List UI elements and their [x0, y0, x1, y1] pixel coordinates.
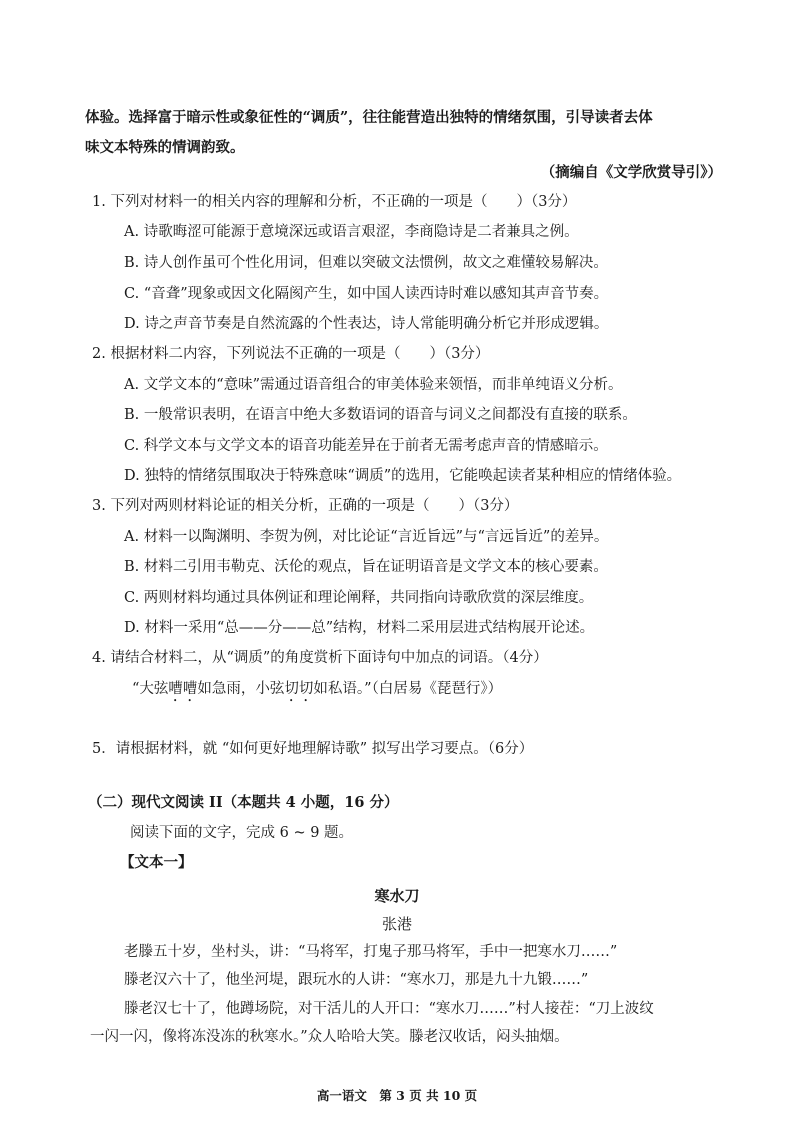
question-1-option-a: A. 诗歌晦涩可能源于意境深远或语言艰涩，李商隐诗是二者兼具之例。 — [124, 224, 579, 240]
material-end-line-1: 体验。选择富于暗示性或象征性的“调质”，往往能营造出独特的情绪氛围，引导读者去体 — [85, 109, 653, 126]
question-2-option-b: B. 一般常识表明，在语言中绝大多数语词的语音与词义之间都没有直接的联系。 — [124, 407, 637, 423]
story-paragraph-3-line-2: 一闪一闪，像将冻没冻的秋寒水。”众人哈哈大笑。滕老汉收话，闷头抽烟。 — [90, 1029, 569, 1045]
question-3-option-c: C. 两则材料均通过具体例证和理论阐释，共同指向诗歌欣赏的深层维度。 — [124, 590, 594, 606]
question-2-stem: 2. 根据材料二内容，下列说法不正确的一项是（ ）（3分） — [92, 346, 490, 362]
question-1-option-d: D. 诗之声音节奏是自然流露的个性表达，诗人常能明确分析它并形成逻辑。 — [124, 316, 609, 332]
text-label: 【文本一】 — [120, 854, 193, 871]
question-5-stem: 5．请根据材料，就 “如何更好地理解诗歌” 拟写出学习要点。（6分） — [92, 741, 534, 757]
question-3-option-d: D. 材料一采用“总——分——总”结构，材料二采用层进式结构展开论述。 — [124, 620, 595, 636]
page-footer: 高一语文 第 3 页 共 10 页 — [316, 1088, 478, 1103]
question-1-option-c: C. “音聋”现象或因文化隔阂产生，如中国人读西诗时难以感知其声音节奏。 — [124, 286, 609, 302]
dotted-word-1: 嘈嘈 — [168, 681, 198, 697]
material-end-line-2: 味文本特殊的情调韵致。 — [85, 139, 245, 156]
question-2-option-c: C. 科学文本与文学文本的语音功能差异在于前者无需考虑声音的情感暗示。 — [124, 438, 608, 454]
quote-part-2: 如急雨，小弦 — [197, 681, 285, 697]
question-1-option-b: B. 诗人创作虽可个性化用词，但难以突破文法惯例，故文之难懂较易解决。 — [124, 255, 608, 271]
story-paragraph-1: 老滕五十岁，坐村头，讲：“马将军，打鬼子那马将军，手中一把寒水刀……” — [124, 944, 618, 960]
question-2-option-a: A. 文学文本的“意味”需通过语音组合的审美体验来领悟，而非单纯语义分析。 — [124, 377, 623, 393]
question-4-quote — [132, 679, 502, 705]
story-author: 张港 — [381, 915, 412, 933]
quote-part-3: 如私语。”（白居易《琵琶行》） — [313, 681, 503, 697]
story-title: 寒水刀 — [374, 887, 420, 905]
question-2-option-d: D. 独特的情绪氛围取决于特殊意味“调质”的选用，它能唤起读者某种相应的情绪体验。 — [124, 468, 682, 484]
question-3-stem: 3. 下列对两则材料论证的相关分析，正确的一项是（ ）（3分） — [92, 498, 519, 514]
story-paragraph-2: 滕老汉六十了，他坐河堤，跟玩水的人讲：“寒水刀，那是九十九锻……” — [124, 972, 589, 988]
dotted-word-2: 切切 — [284, 681, 314, 697]
question-1-stem: 1. 下列对材料一的相关内容的理解和分析，不正确的一项是（ ）（3分） — [92, 194, 577, 210]
section-2-instruction: 阅读下面的文字，完成 6 ~ 9 题。 — [130, 825, 354, 841]
quote-part-1: “大弦 — [132, 681, 169, 697]
question-4-stem: 4. 请结合材料二，从“调质”的角度赏析下面诗句中加点的词语。（4分） — [92, 650, 548, 666]
material-source: （摘编自《文学欣赏导引》） — [540, 164, 722, 181]
section-2-heading: （二）现代文阅读 II（本题共 4 小题，16 分） — [88, 794, 399, 811]
question-3-option-b: B. 材料二引用韦勒克、沃伦的观点，旨在证明语音是文学文本的核心要素。 — [124, 559, 608, 575]
question-3-option-a: A. 材料一以陶渊明、李贺为例，对比论证“言近旨远”与“言远旨近”的差异。 — [124, 529, 609, 545]
story-paragraph-3-line-1: 滕老汉七十了，他蹲场院，对干活儿的人开口：“寒水刀……”村人接茬：“刀上波纹 — [124, 1001, 654, 1017]
